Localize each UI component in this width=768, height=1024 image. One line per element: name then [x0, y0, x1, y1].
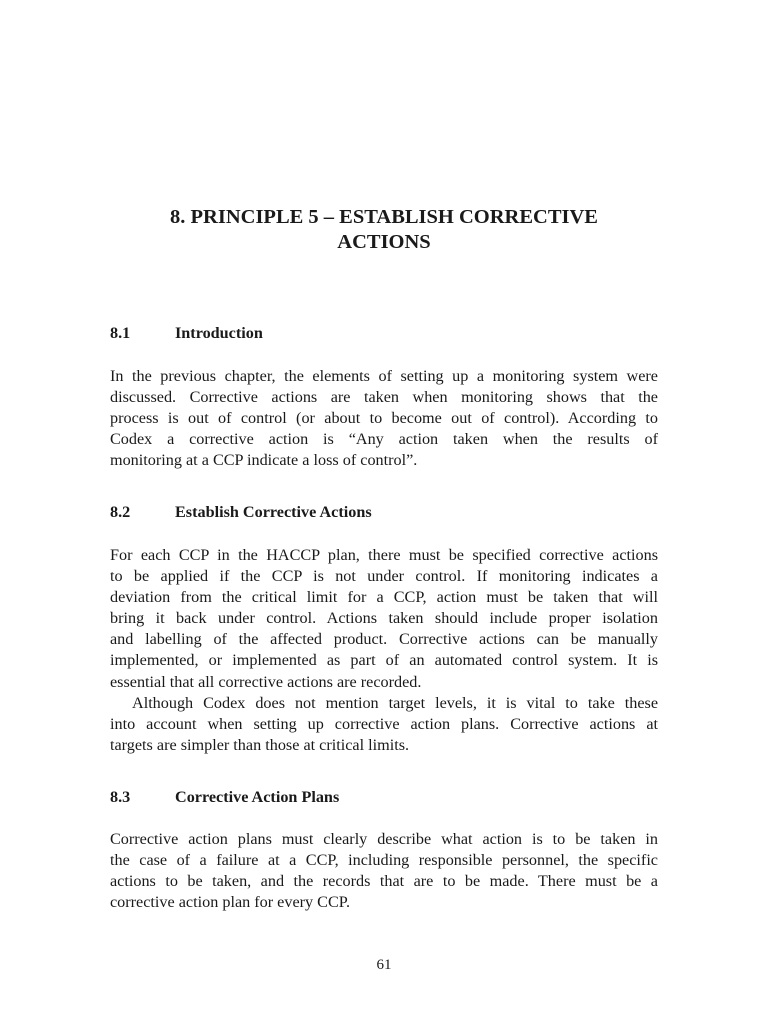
section-heading-corrective-action-plans	[110, 787, 658, 808]
text-line: corrective action plan for every CCP.	[110, 893, 351, 912]
text-line: to be applied if the CCP is not under control. If monitoring indicates a	[110, 567, 658, 586]
section-title: Corrective Action Plans	[175, 788, 340, 806]
paragraph-corrective-action-plans	[110, 829, 658, 913]
section-heading-establish-corrective-actions	[110, 502, 658, 523]
page-number: 61	[376, 957, 392, 973]
section-heading-introduction	[110, 323, 658, 344]
section-title: Establish Corrective Actions	[175, 503, 372, 521]
text-line: In the previous chapter, the elements of setting up a monitoring system were	[110, 367, 658, 385]
section-title: Introduction	[175, 324, 263, 342]
chapter-title-line-2: ACTIONS	[337, 231, 431, 253]
chapter-title	[110, 205, 658, 255]
text-line: bring it back under control. Actions taken should include proper isolation	[110, 609, 658, 628]
text-line: monitoring at a CCP indicate a loss of control”.	[110, 451, 418, 470]
text-line: Although Codex does not mention target levels, it is vital to take these	[132, 693, 658, 712]
text-line: deviation from the critical limit for a CCP, action must be taken that will	[110, 588, 658, 607]
text-line: Codex a corrective action is “Any action taken when the results of	[110, 430, 658, 449]
text-line: Corrective action plans must clearly describe what action is to be taken in	[110, 830, 658, 848]
paragraph-establish-corrective-actions	[110, 545, 658, 756]
chapter-title-line-1: 8. PRINCIPLE 5 – ESTABLISH CORRECTIVE	[170, 206, 598, 228]
text-line: discussed. Corrective actions are taken when monitoring shows that the	[110, 388, 658, 407]
section-number: 8.3	[110, 788, 131, 806]
text-line: targets are simpler than those at critical limits.	[110, 735, 410, 754]
section-number: 8.1	[110, 324, 131, 342]
text-line: into account when setting up corrective action plans. Corrective actions at	[110, 714, 658, 733]
text-line: actions to be taken, and the records that are to be made. There must be a	[110, 872, 658, 891]
text-line: For each CCP in the HACCP plan, there must be specified corrective actions	[110, 546, 658, 564]
text-line: and labelling of the affected product. Corrective actions can be manually	[110, 630, 658, 649]
text-line: essential that all corrective actions are recorded.	[110, 672, 422, 691]
paragraph-introduction	[110, 366, 658, 471]
text-line: the case of a failure at a CCP, including responsible personnel, the specific	[110, 851, 658, 870]
text-line: process is out of control (or about to become out of control). According to	[110, 409, 658, 428]
section-number: 8.2	[110, 503, 131, 521]
text-line: implemented, or implemented as part of an automated control system. It is	[110, 651, 658, 670]
